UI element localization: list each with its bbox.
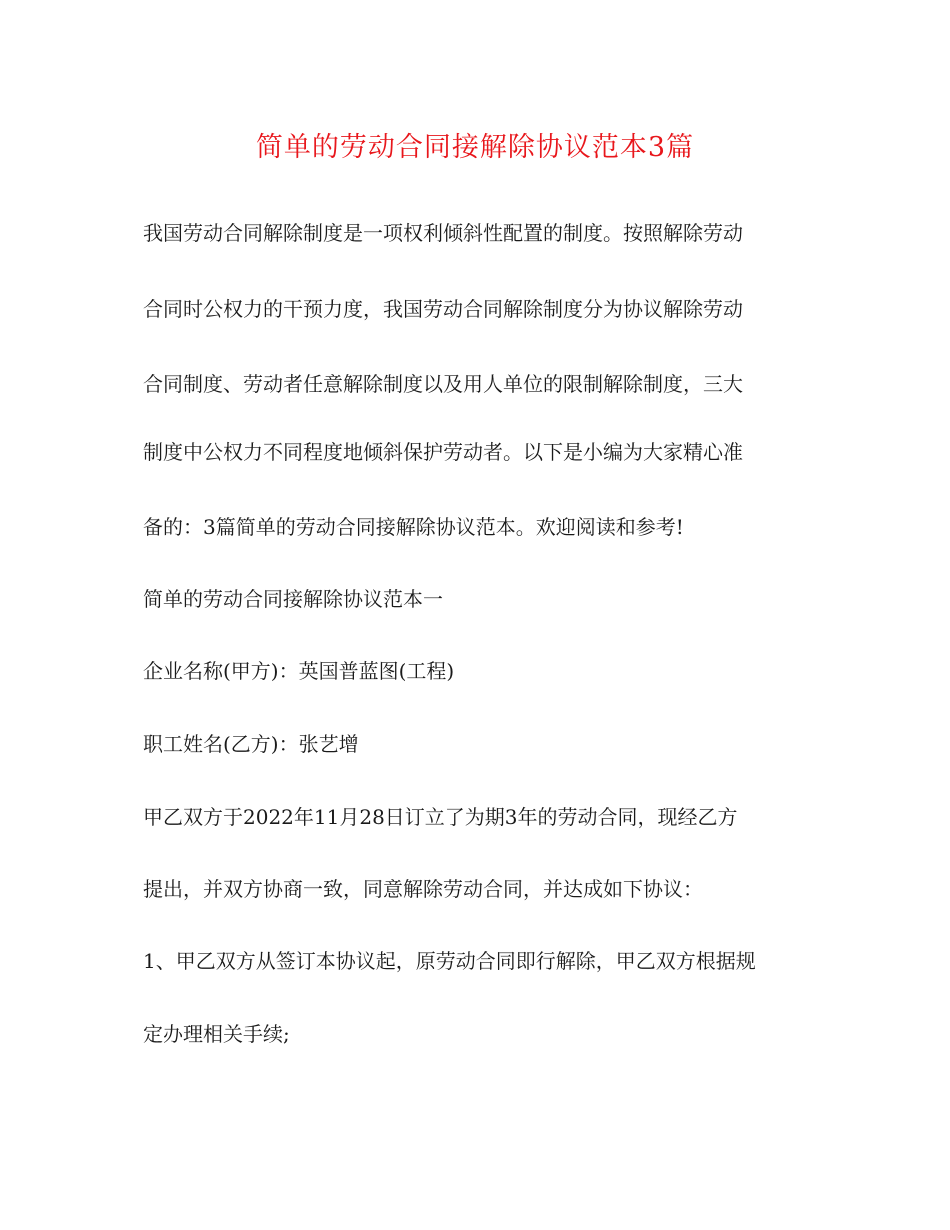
agreement-line-2: 提出，并双方协商一致，同意解除劳动合同，并达成如下协议： [143, 877, 703, 901]
intro-line-4: 制度中公权力不同程度地倾斜保护劳动者。以下是小编为大家精心准 [143, 440, 743, 464]
intro-line-5: 备的：3篇简单的劳动合同接解除协议范本。欢迎阅读和参考! [143, 515, 684, 539]
intro-line-1: 我国劳动合同解除制度是一项权利倾斜性配置的制度。按照解除劳动 [143, 221, 743, 245]
company-name-line: 企业名称(甲方)：英国普蓝图(工程) [143, 659, 455, 683]
employee-name-line: 职工姓名(乙方)：张艺增 [143, 732, 359, 756]
clause-1-line-2: 定办理相关手续; [143, 1022, 290, 1046]
agreement-line-1: 甲乙双方于2022年11月28日订立了为期3年的劳动合同，现经乙方 [143, 805, 738, 829]
clause-1-line-1: 1、甲乙双方从签订本协议起，原劳动合同即行解除，甲乙双方根据规 [143, 949, 756, 973]
section-heading: 简单的劳动合同接解除协议范本一 [143, 587, 443, 611]
intro-line-3: 合同制度、劳动者任意解除制度以及用人单位的限制解除制度，三大 [143, 372, 743, 396]
intro-line-2: 合同时公权力的干预力度，我国劳动合同解除制度分为协议解除劳动 [143, 297, 743, 321]
document-title: 简单的劳动合同接解除协议范本3篇 [255, 132, 695, 163]
